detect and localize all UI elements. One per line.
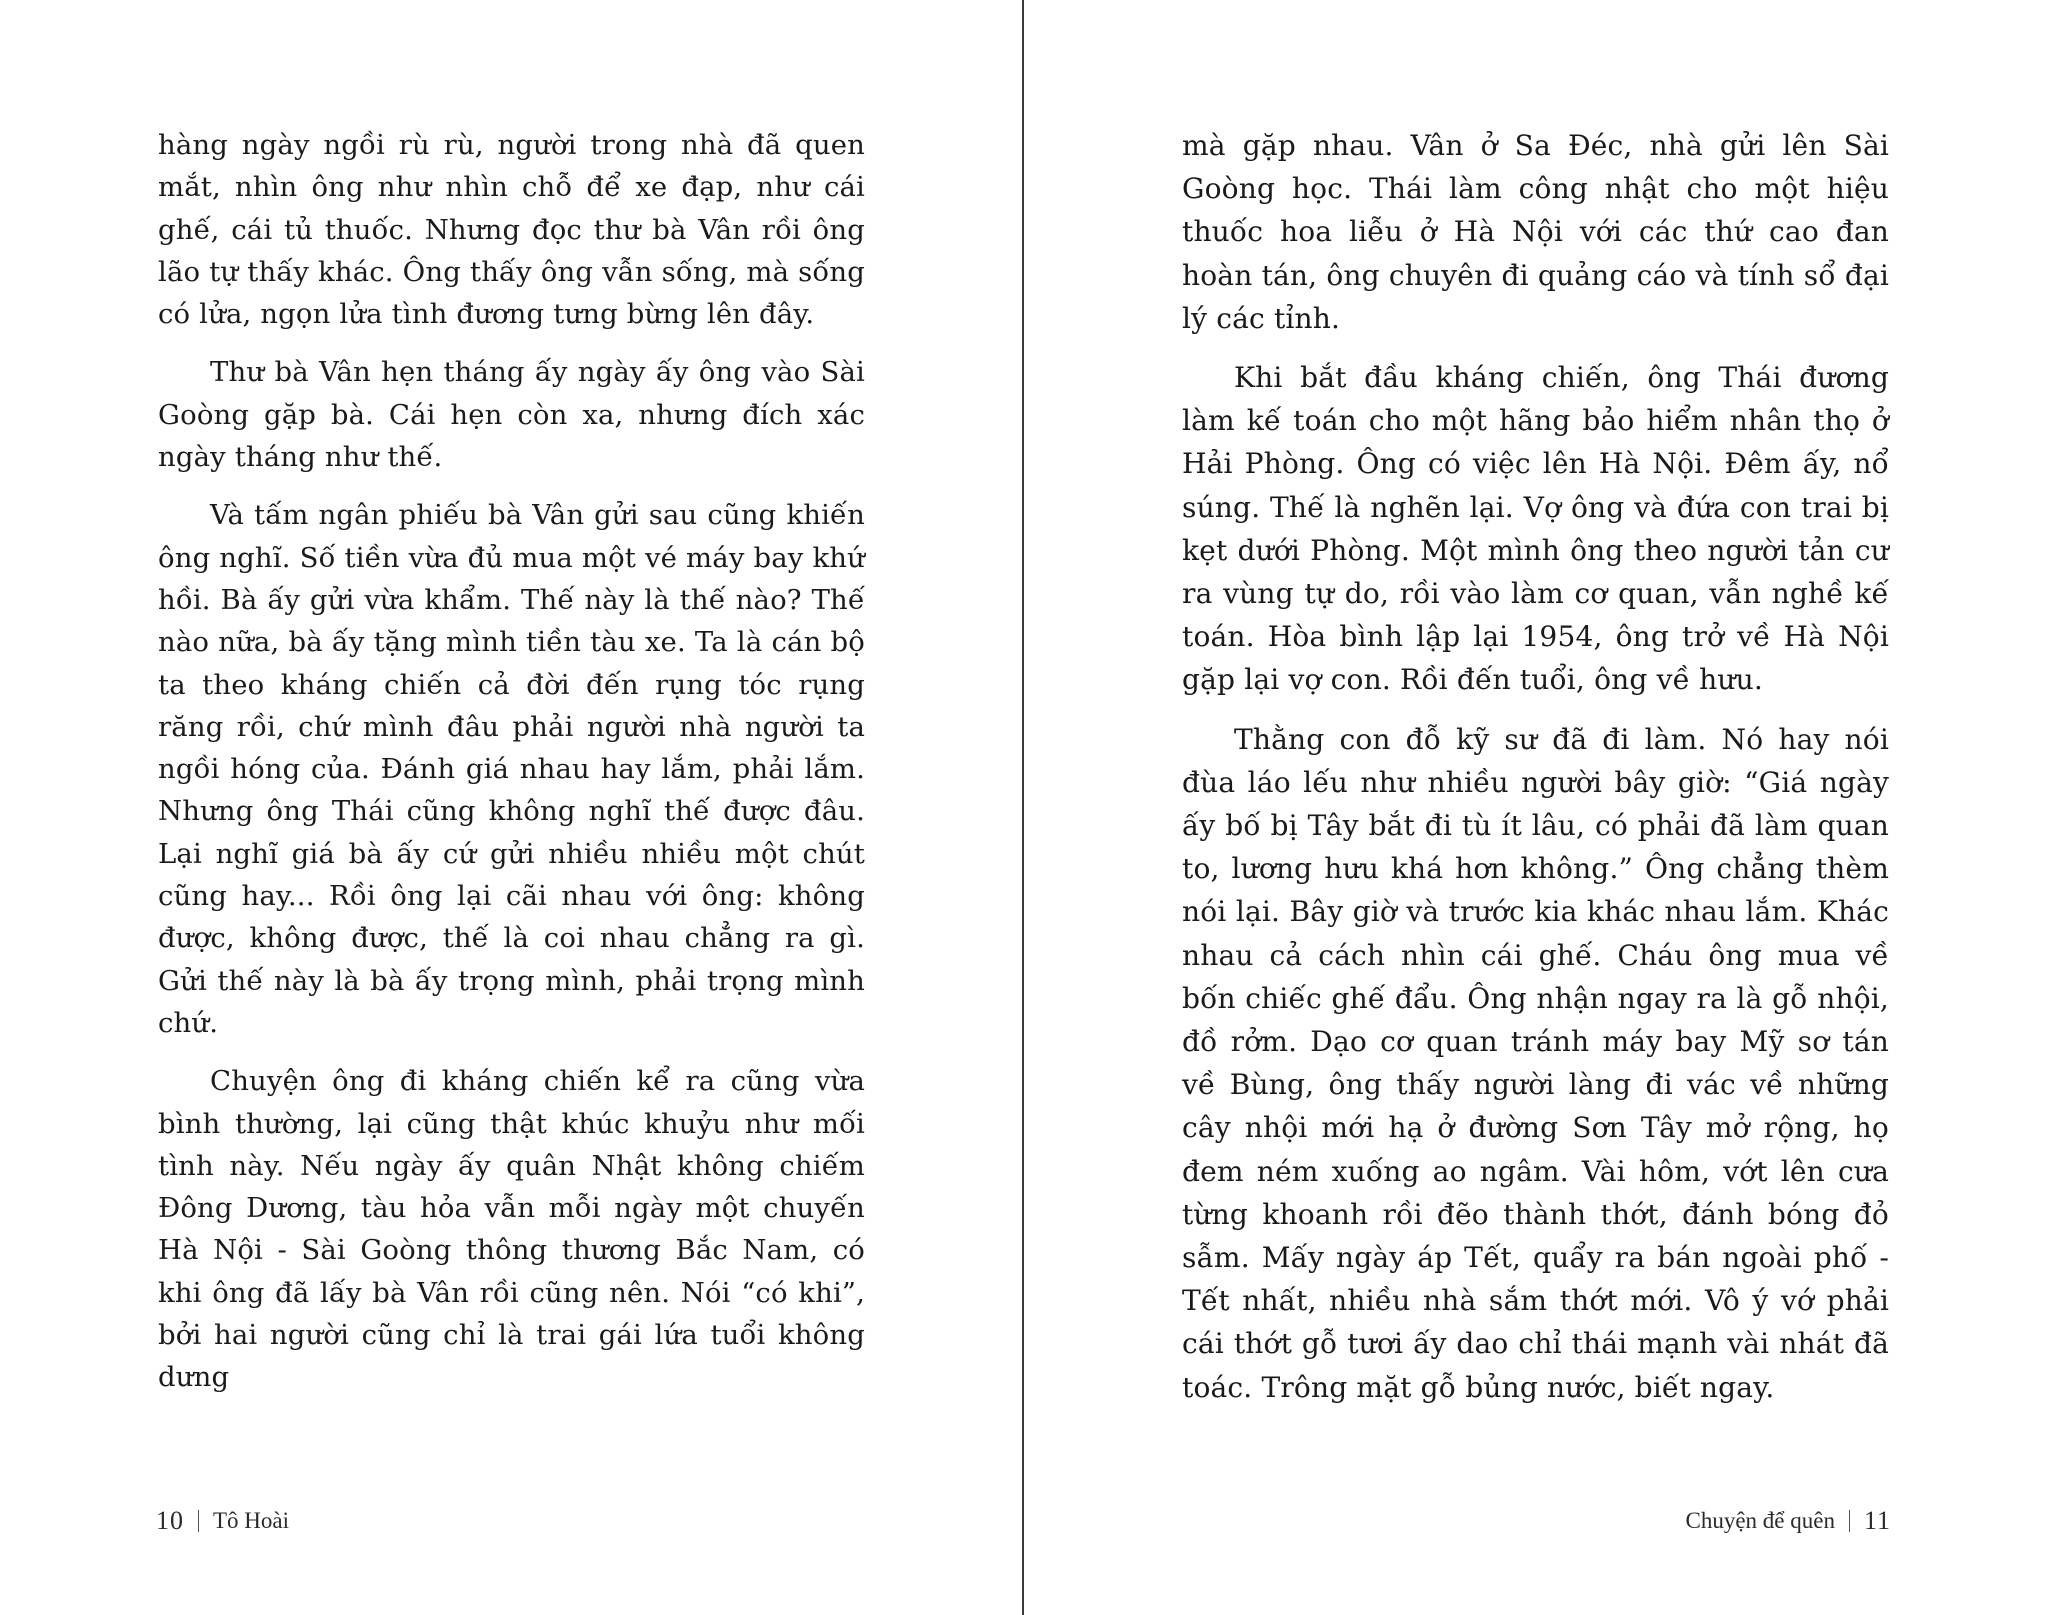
footer-divider	[1849, 1510, 1850, 1532]
paragraph: Chuyện ông đi kháng chiến kể ra cũng vừa bình thường, lại cũng thật khúc khuỷu như mối tình này. Nếu ngày ấy quân Nhật không chiếm Đông Dương, tàu hỏa vẫn mỗi ngày một chuyến Hà Nội - Sài Goòng thông thương Bắc Nam, có khi ông đã lấy bà Vân rồi cũng nên. Nói “có khi”, bởi hai người cũng chỉ là trai gái lứa tuổi không dưng	[158, 1065, 865, 1394]
paragraph: hàng ngày ngồi rù rù, người trong nhà đã quen mắt, nhìn ông như nhìn chỗ để xe đạp, như cái ghế, cái tủ thuốc. Nhưng đọc thư bà Vân rồi ông lão tự thấy khác. Ông thấy ông vẫn sống, mà sống có lửa, ngọn lửa tình đương tưng bừng lên đây.	[158, 129, 865, 331]
paragraph: Thư bà Vân hẹn tháng ấy ngày ấy ông vào Sài Goòng gặp bà. Cái hẹn còn xa, nhưng đích xác ngày tháng như thế.	[158, 356, 865, 474]
page-gutter-divider	[1022, 0, 1024, 1615]
left-page	[0, 0, 1023, 1615]
running-head-author: Tô Hoài	[213, 1508, 290, 1533]
paragraph: mà gặp nhau. Vân ở Sa Đéc, nhà gửi lên Sài Goòng học. Thái làm công nhật cho một hiệu thuốc hoa liễu ở Hà Nội với các thứ cao đan hoàn tán, ông chuyên đi quảng cáo và tính sổ đại lý các tỉnh.	[1182, 129, 1889, 335]
left-page-text	[158, 124, 865, 1415]
footer-divider	[198, 1510, 199, 1532]
left-page-footer	[156, 1506, 289, 1536]
paragraph: Và tấm ngân phiếu bà Vân gửi sau cũng khiến ông nghĩ. Số tiền vừa đủ mua một vé máy bay khứ hồi. Bà ấy gửi vừa khẩm. Thế này là thế nào? Thế nào nữa, bà ấy tặng mình tiền tàu xe. Ta là cán bộ ta theo kháng chiến cả đời đến rụng tóc rụng răng rồi, chứ mình đâu phải người nhà người ta ngồi hóng của. Đánh giá nhau hay lắm, phải lắm. Nhưng ông Thái cũng không nghĩ thế được đâu. Lại nghĩ giá bà ấy cứ gửi nhiều nhiều một chút cũng hay... Rồi ông lại cãi nhau với ông: không được, không được, thế là coi nhau chẳng ra gì. Gửi thế này là bà ấy trọng mình, phải trọng mình chứ.	[158, 499, 865, 1039]
right-page-footer	[1685, 1506, 1891, 1536]
paragraph: Khi bắt đầu kháng chiến, ông Thái đương làm kế toán cho một hãng bảo hiểm nhân thọ ở Hải Phòng. Ông có việc lên Hà Nội. Đêm ấy, nổ súng. Thế là nghẽn lại. Vợ ông và đứa con trai bị kẹt dưới Phòng. Một mình ông theo người tản cư ra vùng tự do, rồi vào làm cơ quan, vẫn nghề kế toán. Hòa bình lập lại 1954, ông trở về Hà Nội gặp lại vợ con. Rồi đến tuổi, ông về hưu.	[1182, 361, 1889, 697]
running-head-title: Chuyện để quên	[1685, 1508, 1835, 1533]
page-number: 10	[156, 1506, 184, 1535]
right-page	[1025, 0, 2048, 1615]
page-number: 11	[1863, 1506, 1891, 1535]
right-page-text	[1182, 124, 1889, 1425]
paragraph: Thằng con đỗ kỹ sư đã đi làm. Nó hay nói đùa láo lếu như nhiều người bây giờ: “Giá ngày ấy bố bị Tây bắt đi tù ít lâu, có phải đã làm quan to, lương hưu khá hơn không.” Ông chẳng thèm nói lại. Bây giờ và trước kia khác nhau lắm. Khác nhau cả cách nhìn cái ghế. Cháu ông mua về bốn chiếc ghế đẩu. Ông nhận ngay ra là gỗ nhội, đồ rởm. Dạo cơ quan tránh máy bay Mỹ sơ tán về Bùng, ông thấy người làng đi vác về những cây nhội mới hạ ở đường Sơn Tây mở rộng, họ đem ném xuống ao ngâm. Vài hôm, vớt lên cưa từng khoanh rồi đẽo thành thớt, đánh bóng đỏ sẫm. Mấy ngày áp Tết, quẩy ra bán ngoài phố - Tết nhất, nhiều nhà sắm thớt mới. Vô ý vớ phải cái thớt gỗ tươi ấy dao chỉ thái mạnh vài nhát đã toác. Trông mặt gỗ bủng nước, biết ngay.	[1182, 722, 1889, 1404]
